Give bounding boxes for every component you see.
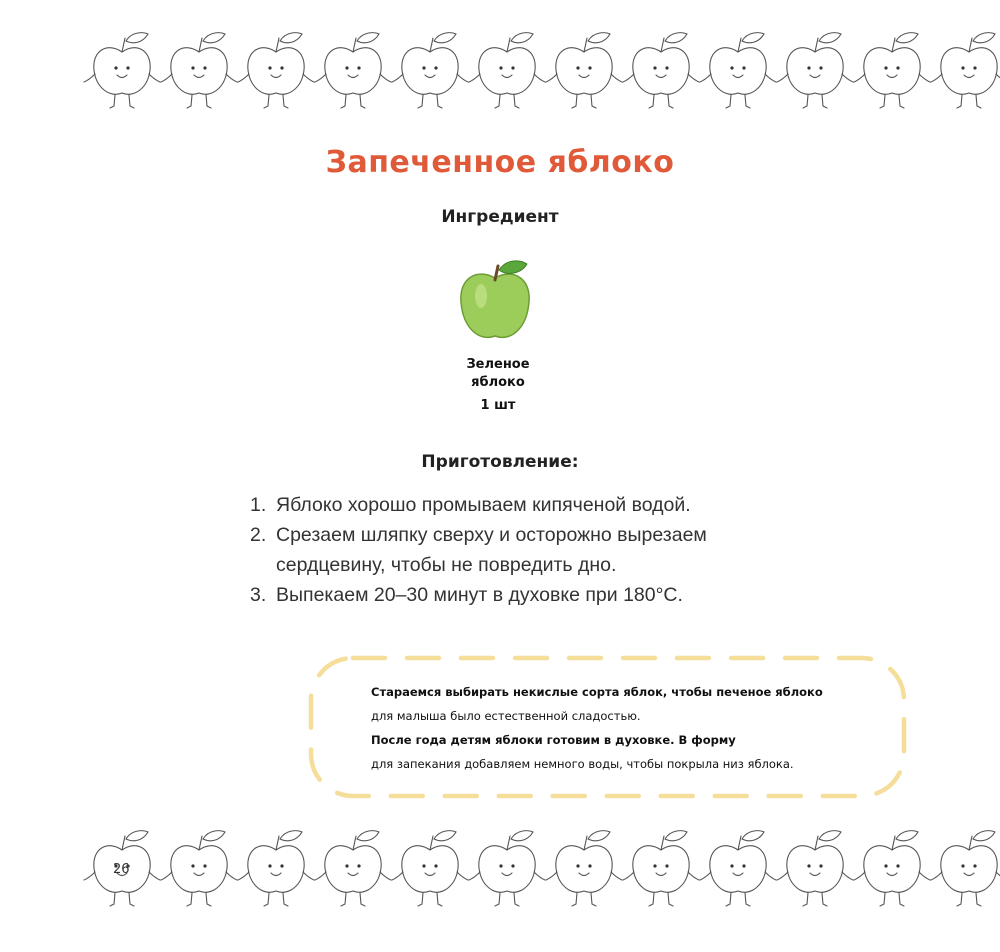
ingredient-name — [448, 356, 548, 392]
smiling-apple-icon — [854, 33, 930, 108]
ingredient-name-line1: Зеленое — [466, 357, 530, 372]
smiling-apple-icon — [315, 33, 391, 108]
smiling-apple-icon — [469, 831, 545, 906]
smiling-apple-icon — [238, 33, 314, 108]
smiling-apple-icon — [777, 831, 853, 906]
smiling-apple-icon — [392, 33, 468, 108]
ingredient-name-line2: яблоко — [471, 375, 525, 390]
smiling-apple-icon — [546, 831, 622, 906]
tip-line: После года детям яблоки готовим в духовке. В форму — [371, 733, 736, 747]
step-number: 1. — [250, 494, 267, 516]
smiling-apple-icon — [931, 831, 1000, 906]
page-title: Запеченное яблоко — [325, 145, 675, 180]
smiling-apple-icon — [161, 831, 237, 906]
smiling-apple-icon — [392, 831, 468, 906]
smiling-apple-icon — [469, 33, 545, 108]
smiling-apple-icon — [854, 831, 930, 906]
smiling-apple-icon — [315, 831, 391, 906]
smiling-apple-icon — [84, 33, 160, 108]
smiling-apple-icon — [238, 831, 314, 906]
smiling-apple-icon — [700, 33, 776, 108]
step-number: 3. — [250, 584, 267, 606]
tip-line: для запекания добавляем немного воды, чтобы покрыла низ яблока. — [371, 757, 794, 771]
smiling-apple-icon — [623, 33, 699, 108]
smiling-apple-icon — [161, 33, 237, 108]
smiling-apple-icon — [777, 33, 853, 108]
green-apple-icon — [455, 256, 535, 350]
bottom-apple-border — [70, 820, 1000, 910]
ingredient-heading: Ингредиент — [441, 207, 559, 227]
smiling-apple-icon — [623, 831, 699, 906]
smiling-apple-icon — [700, 831, 776, 906]
tip-line: Стараемся выбирать некислые сорта яблок, чтобы печеное яблоко — [371, 685, 823, 699]
tip-line: для малыша было естественной сладостью. — [371, 709, 641, 723]
smiling-apple-icon — [546, 33, 622, 108]
smiling-apple-icon — [931, 33, 1000, 108]
top-apple-border — [70, 22, 1000, 112]
step-text: Выпекаем 20–30 минут в духовке при 180°С. — [276, 584, 683, 606]
page-number: 26 — [113, 862, 130, 877]
ingredient-quantity: 1 шт — [480, 398, 516, 413]
step-item — [250, 490, 810, 520]
preparation-steps — [250, 490, 810, 610]
step-text: Яблоко хорошо промываем кипяченой водой. — [276, 494, 691, 516]
tip-box — [305, 652, 910, 802]
step-item — [250, 520, 810, 580]
step-text: Срезаем шляпку сверху и осторожно вырезаем сердцевину, чтобы не повредить дно. — [276, 524, 707, 576]
apple-chain-bottom — [70, 820, 1000, 910]
step-number: 2. — [250, 524, 267, 546]
tip-text — [371, 680, 901, 776]
apple-chain-top — [70, 22, 1000, 112]
preparation-heading: Приготовление: — [421, 452, 579, 472]
step-item — [250, 580, 810, 610]
